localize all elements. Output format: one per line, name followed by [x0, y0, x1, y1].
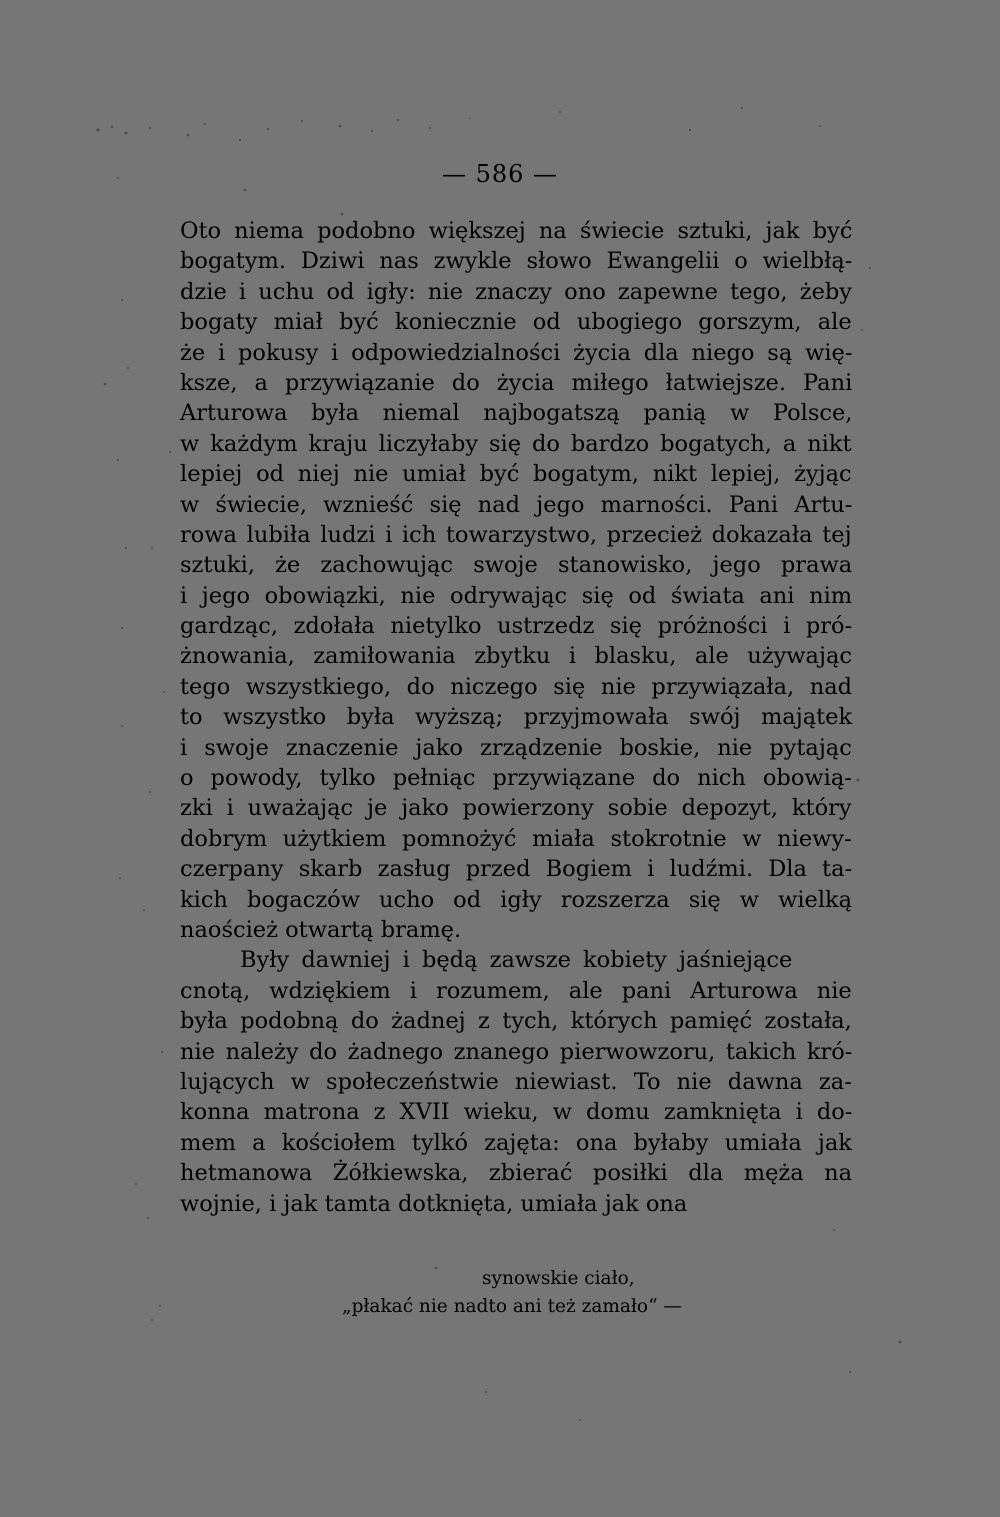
text-line: w każdym kraju liczyłaby się do bardzo bogatych, a nikt [180, 430, 852, 457]
text-line: Oto niema podobno większej na świecie sztuki, jak być [180, 218, 853, 244]
text-line: o powody, tylko pełniąc przywiązane do nich obowią- [180, 765, 852, 792]
text-line: zki i uważając je jako powierzony sobie depozyt, który [180, 795, 852, 822]
text-line: ksze, a przywiązanie do życia miłego łatwiejsze. Pani [180, 369, 853, 396]
body-text [180, 216, 852, 1219]
text-line: to wszystko była wyższą; przyjmowała swój majątek [180, 704, 853, 731]
text-line: i swoje znaczenie jako zrządzenie boskie, nie pytając [180, 734, 852, 761]
text-line: nie należy do żadnego znanego pierwowzoru, takich kró- [180, 1038, 853, 1065]
text-line: że i pokusy i odpowiedzialności życia dla niego są wię- [180, 339, 853, 366]
text-line: lepiej od niej nie umiał być bogatym, nikt lepiej, żyjąc [180, 461, 852, 488]
paragraph [180, 216, 852, 945]
text-line: żnowania, zamiłowania zbytku i blasku, ale używając [180, 643, 852, 670]
text-line: sztuki, że zachowując swoje stanowisko, jego prawa [180, 552, 853, 579]
text-line: i jego obowiązki, nie odrywając się od świata ani nim [180, 582, 853, 609]
text-line: hetmanowa Żółkiewska, zbierać posiłki dla męża na [180, 1160, 853, 1187]
text-line: kich bogaczów ucho od igły rozszerza się w wielką [180, 886, 853, 913]
text-line: konna matrona z XVII wieku, w domu zamknięta i do- [180, 1099, 853, 1126]
text-line: naoścież otwartą bramę. [180, 916, 462, 943]
verse-quote [0, 1265, 1000, 1321]
text-line: Arturowa była niemal najbogatszą panią w Polsce, [180, 400, 853, 427]
paragraph [180, 945, 852, 1219]
text-line: w świecie, wznieść się nad jego marności. Pani Artu- [180, 491, 853, 518]
verse-line: „płakać nie nadto ani też zamało“ — [342, 1296, 682, 1317]
text-line: gardząc, zdołała nietylko ustrzedz się próżności i pró- [180, 613, 853, 640]
text-line: Były dawniej i będą zawsze kobiety jaśniejące [240, 947, 793, 974]
text-line: mem a kościołem tylkó zajęta: ona byłaby umiała jak [180, 1129, 852, 1156]
text-line: lujących w społeczeństwie niewiast. To nie dawna za- [180, 1068, 852, 1095]
text-line: dzie i uchu od igły: nie znaczy ono zapewne tego, żeby [180, 278, 853, 305]
page-number: — 586 — [441, 160, 559, 188]
text-line: czerpany skarb zasług przed Bogiem i ludźmi. Dla ta- [180, 856, 853, 883]
text-line: tego wszystkiego, do niczego się nie przywiązała, nad [180, 673, 853, 700]
text-line: bogaty miał być koniecznie od ubogiego gorszym, ale [180, 309, 852, 336]
text-line: cnotą, wdziękiem i rozumem, ale pani Arturowa nie [180, 977, 852, 1004]
text-line: rowa lubiła ludzi i ich towarzystwo, przecież dokazała tej [180, 521, 852, 548]
text-line: była podobną do żadnej z tych, których pamięć została, [180, 1008, 852, 1035]
text-line: wojnie, i jak tamta dotknięta, umiała jak ona [180, 1190, 688, 1217]
text-line: bogatym. Dziwi nas zwykle słowo Ewangelii o wielbłą- [180, 248, 853, 275]
verse-line: synowskie ciało, [482, 1268, 635, 1289]
text-line: dobrym użytkiem pomnożyć miała stokrotnie w niewy- [180, 825, 852, 852]
